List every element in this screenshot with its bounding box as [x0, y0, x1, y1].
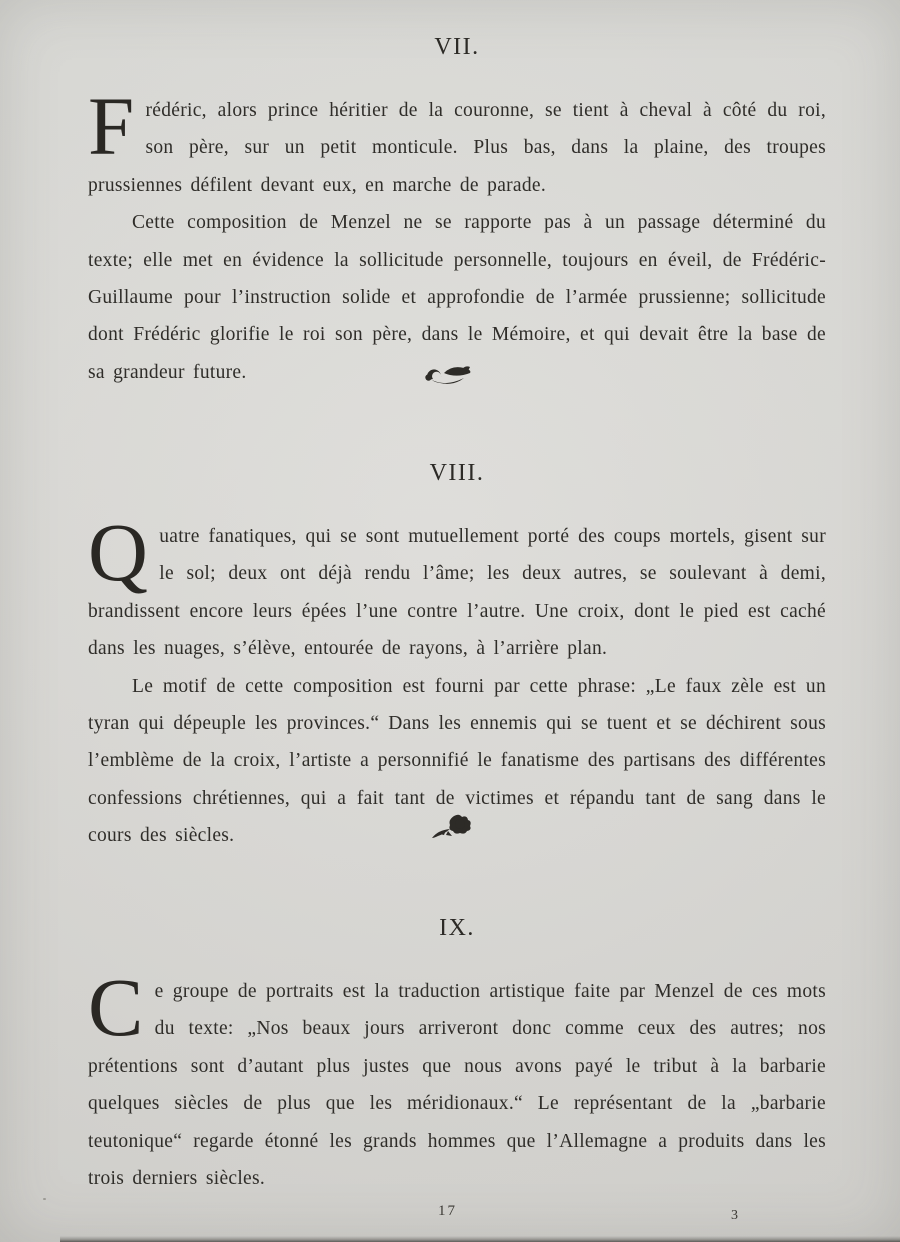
drop-cap-f: F — [88, 80, 135, 172]
paragraph — [88, 80, 826, 204]
page-number: 17 — [438, 1203, 457, 1219]
scan-edge-shadow — [60, 1236, 900, 1242]
paragraph-text: e groupe de portraits est la traduction artistique faite par Menzel de ces mots du texte: „Nos beaux jours arriveront donc comme ceux des autres; nos prétentions sont d’autant plus justes que nous avons payé le tribut à la barbarie quelques siècles de plus que les méridionaux.“ Le représentant de la „barbarie teutonique“ regarde étonné les grands hommes que l’Allemagne a produits dans les trois derniers siècles. — [88, 981, 826, 1190]
paragraph-text: uatre fanatiques, qui se sont mutuellement porté des coups mortels, gisent sur le sol; deux ont déjà rendu l’âme; les deux autres, se soulevant à demi, brandissent encore leurs épées l’une contre l’autre. Une croix, dont le pied est caché dans les nuages, s’élève, entourée de rayons, à l’arrière plan. — [88, 526, 826, 660]
paragraph: Cette composition de Menzel ne se rapporte pas à un passage déterminé du texte; elle met en évidence la sollicitude personnelle, toujours en éveil, de Frédéric-Guillaume pour l’instruction solide et approfondie de l’armée prussienne; sollicitude dont Frédéric glorifie le roi son père, dans le Mémoire, et qui devait être la base de sa grandeur future. — [88, 212, 826, 383]
drop-cap-q: Q — [88, 506, 149, 598]
paper-speck — [43, 1198, 46, 1200]
section-vii — [88, 34, 826, 391]
section-viii-heading: VIII. — [429, 460, 485, 486]
section-ix-heading: IX. — [439, 915, 475, 941]
scroll-leaf-fleuron-icon — [0, 360, 900, 397]
section-vii-heading: VII. — [434, 34, 480, 60]
section-ix — [88, 915, 826, 1197]
paragraph — [88, 506, 826, 668]
flower-fleuron-icon — [0, 812, 900, 847]
section-viii — [88, 460, 826, 855]
paragraph: Le motif de cette composition est fourni par cette phrase: „Le faux zèle est un tyran qui dépeuple les provinces.“ Dans les ennemis qui se tuent et se déchirent sous l’emblème de la croix, l’artiste a personnifié le fanatisme des partisans des différentes confessions chrétiennes, qui a fait tant de victimes et répandu tant de sang dans le cours des siècles. — [88, 675, 826, 847]
signature-mark: 3 — [731, 1208, 738, 1223]
paragraph-text: rédéric, alors prince héritier de la couronne, se tient à cheval à côté du roi, son père, sur un petit monticule. Plus bas, dans la plaine, des troupes prussiennes défilent devant eux, en marche de parade. — [88, 100, 826, 196]
drop-cap-c: C — [88, 961, 144, 1053]
paragraph — [88, 961, 826, 1197]
